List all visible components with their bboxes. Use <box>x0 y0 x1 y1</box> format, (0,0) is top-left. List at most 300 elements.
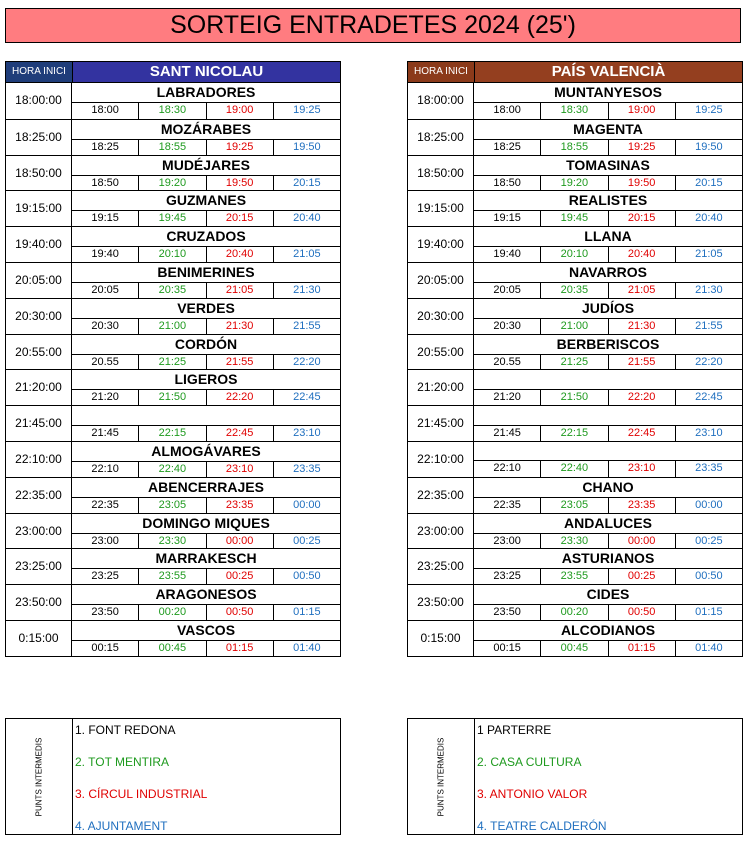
row-body <box>72 335 340 370</box>
checkpoint-times <box>474 246 742 262</box>
checkpoint-time-2: 20:35 <box>540 283 607 298</box>
checkpoint-time-3: 20:40 <box>608 247 675 262</box>
comparsa-name <box>474 406 742 424</box>
schedule-row <box>408 262 742 298</box>
start-time: 23:25:00 <box>6 549 72 584</box>
checkpoint-time-1: 22:35 <box>493 498 521 511</box>
checkpoint-time-3: 00:25 <box>206 569 273 584</box>
checkpoint-time-1: 20:30 <box>91 319 119 332</box>
checkpoint-time-3: 19:00 <box>608 103 675 119</box>
checkpoint-time-3: 21:55 <box>206 355 273 370</box>
checkpoint-times <box>474 460 742 476</box>
comparsa-name: DOMINGO MIQUES <box>142 514 270 531</box>
checkpoint-times <box>474 497 742 513</box>
checkpoint-time-4: 00:25 <box>675 534 742 549</box>
row-body <box>72 370 340 405</box>
start-time: 21:20:00 <box>408 370 474 405</box>
row-body <box>474 406 742 441</box>
legend-label: PUNTS INTERMEDIS <box>34 737 44 816</box>
checkpoint-time-3: 22:20 <box>608 390 675 405</box>
comparsa-name: MARRAKESCH <box>155 550 257 567</box>
checkpoint-time-1: 18:00 <box>493 104 521 116</box>
start-time: 23:00:00 <box>6 514 72 549</box>
checkpoint-time-1: 19:15 <box>91 212 119 225</box>
checkpoint-time-2: 19:45 <box>138 211 205 226</box>
checkpoint-time-1: 18:25 <box>91 140 119 153</box>
checkpoint-time-4: 23:10 <box>273 426 340 441</box>
checkpoint-time-2: 23:30 <box>138 534 205 549</box>
start-time: 20:30:00 <box>408 299 474 334</box>
comparsa-name: ALMOGÁVARES <box>151 442 261 459</box>
start-time: 20:55:00 <box>408 335 474 370</box>
checkpoint-time-3: 20:40 <box>206 247 273 262</box>
checkpoint-times <box>72 354 340 370</box>
checkpoint-times <box>474 102 742 119</box>
start-time: 21:20:00 <box>6 370 72 405</box>
checkpoint-time-1: 18:00 <box>91 104 119 116</box>
start-time: 21:45:00 <box>408 406 474 441</box>
comparsa-name: LABRADORES <box>156 84 256 100</box>
row-body <box>72 585 340 620</box>
checkpoint-time-1: 00:15 <box>493 641 521 654</box>
checkpoint-time-3: 23:35 <box>608 498 675 513</box>
schedule-row <box>408 119 742 155</box>
comparsa-name: ASTURIANOS <box>561 550 655 567</box>
row-body <box>72 227 340 262</box>
start-time: 22:10:00 <box>408 442 474 477</box>
legend-item-2: 2. CASA CULTURA <box>477 755 582 769</box>
checkpoint-time-2: 22:40 <box>138 462 205 477</box>
legend-item-1: 1 PARTERRE <box>477 723 552 737</box>
checkpoint-time-2: 18:55 <box>540 140 607 155</box>
checkpoint-time-3: 21:05 <box>206 283 273 298</box>
legend-items <box>73 719 340 834</box>
checkpoint-time-1: 00:15 <box>91 641 119 654</box>
comparsa-name: CORDÓN <box>174 335 238 352</box>
schedule-row <box>6 513 340 549</box>
comparsa-name <box>474 370 742 388</box>
start-time: 20:05:00 <box>6 263 72 298</box>
checkpoint-time-3: 23:35 <box>206 498 273 513</box>
checkpoint-time-2: 00:20 <box>138 605 205 620</box>
checkpoint-time-2: 23:05 <box>138 498 205 513</box>
comparsa-name: MUNTANYESOS <box>554 84 662 100</box>
checkpoint-time-1: 21:20 <box>493 390 521 403</box>
checkpoint-time-4: 23:10 <box>675 426 742 441</box>
panel-header <box>407 61 743 83</box>
row-body <box>474 442 742 477</box>
comparsa-name: CRUZADOS <box>166 228 246 245</box>
row-body <box>72 83 340 119</box>
schedule-row <box>6 155 340 191</box>
row-body <box>474 156 742 191</box>
row-body <box>474 263 742 298</box>
checkpoint-times <box>72 246 340 262</box>
checkpoint-time-4: 20:15 <box>273 176 340 191</box>
schedule-row <box>408 226 742 262</box>
checkpoint-time-2: 00:45 <box>540 641 607 656</box>
start-time: 22:35:00 <box>6 478 72 513</box>
schedule-row <box>408 477 742 513</box>
checkpoint-time-2: 19:20 <box>540 176 607 191</box>
checkpoint-time-1: 22:10 <box>493 462 521 475</box>
comparsa-name: MOZÁRABES <box>160 120 252 137</box>
start-time: 18:25:00 <box>6 120 72 155</box>
checkpoint-time-2: 18:55 <box>138 140 205 155</box>
checkpoint-time-4: 23:35 <box>273 462 340 477</box>
schedule-rows <box>5 83 341 657</box>
checkpoint-time-4: 21:05 <box>273 247 340 262</box>
checkpoint-time-4: 01:15 <box>273 605 340 620</box>
start-time: 23:25:00 <box>408 549 474 584</box>
row-body <box>72 621 340 656</box>
row-body <box>474 585 742 620</box>
checkpoint-time-3: 19:50 <box>206 176 273 191</box>
schedule-row <box>6 548 340 584</box>
row-body <box>72 478 340 513</box>
row-body <box>72 299 340 334</box>
checkpoint-time-2: 20:10 <box>138 247 205 262</box>
row-body <box>474 191 742 226</box>
checkpoint-time-3: 00:25 <box>608 569 675 584</box>
checkpoint-times <box>72 282 340 298</box>
comparsa-name: ABENCERRAJES <box>148 478 264 495</box>
comparsa-name: ARAGONESOS <box>155 586 257 603</box>
comparsa-name: MAGENTA <box>573 120 643 137</box>
checkpoint-time-1: 22:35 <box>91 498 119 511</box>
panel-header <box>5 61 341 83</box>
checkpoint-time-1: 21:45 <box>493 426 521 439</box>
checkpoint-times <box>474 318 742 334</box>
checkpoint-times <box>474 389 742 405</box>
comparsa-name: LLANA <box>584 228 632 245</box>
checkpoint-time-1: 21:45 <box>91 426 119 439</box>
checkpoint-time-2: 18:30 <box>138 103 205 119</box>
comparsa-name: GUZMANES <box>165 192 247 209</box>
page-title: SORTEIG ENTRADETES 2024 (25') <box>5 8 741 43</box>
checkpoint-times <box>474 175 742 191</box>
checkpoint-time-4: 21:30 <box>675 283 742 298</box>
row-body <box>474 227 742 262</box>
row-body <box>474 120 742 155</box>
legend-items <box>475 719 742 834</box>
checkpoint-times <box>474 604 742 620</box>
row-body <box>474 370 742 405</box>
schedule-row <box>408 334 742 370</box>
checkpoint-time-4: 21:55 <box>273 319 340 334</box>
checkpoint-times <box>474 640 742 656</box>
checkpoint-time-1: 19:40 <box>91 248 119 261</box>
schedule-row <box>6 441 340 477</box>
panel-name: SANT NICOLAU <box>73 62 340 82</box>
comparsa-name: BERBERISCOS <box>556 335 660 352</box>
checkpoint-time-4: 00:50 <box>273 569 340 584</box>
schedule-row <box>408 83 742 119</box>
schedule-row <box>6 584 340 620</box>
start-time: 19:40:00 <box>6 227 72 262</box>
start-time: 18:50:00 <box>6 156 72 191</box>
checkpoint-time-2: 21:25 <box>138 355 205 370</box>
row-body <box>72 120 340 155</box>
start-time: 19:40:00 <box>408 227 474 262</box>
start-time: 22:10:00 <box>6 442 72 477</box>
checkpoint-time-3: 22:45 <box>608 426 675 441</box>
checkpoint-time-2: 22:15 <box>138 426 205 441</box>
checkpoint-times <box>72 102 340 119</box>
schedule-rows <box>407 83 743 657</box>
checkpoint-time-3: 00:00 <box>206 534 273 549</box>
checkpoint-time-1: 23:00 <box>91 534 119 547</box>
schedule-row <box>408 548 742 584</box>
checkpoint-time-4: 00:25 <box>273 534 340 549</box>
checkpoint-time-1: 19:40 <box>493 248 521 261</box>
legend-label: PUNTS INTERMEDIS <box>436 737 446 816</box>
checkpoint-time-3: 00:50 <box>608 605 675 620</box>
hora-inici-header: HORA INICI <box>408 62 475 82</box>
schedule-row <box>6 262 340 298</box>
start-time: 18:50:00 <box>408 156 474 191</box>
comparsa-name: BENIMERINES <box>157 263 255 280</box>
schedule-row <box>6 620 340 656</box>
checkpoint-time-2: 21:00 <box>540 319 607 334</box>
checkpoint-times <box>72 318 340 334</box>
start-time: 18:25:00 <box>408 120 474 155</box>
checkpoint-times <box>474 568 742 584</box>
legend-item-3: 3. CÍRCUL INDUSTRIAL <box>75 787 208 801</box>
legend-item-4: 4. AJUNTAMENT <box>75 819 168 833</box>
row-body <box>72 191 340 226</box>
checkpoint-time-4: 20:40 <box>675 211 742 226</box>
row-body <box>474 478 742 513</box>
schedule-row <box>6 190 340 226</box>
checkpoint-time-1: 18:50 <box>493 176 521 189</box>
checkpoint-time-2: 20:35 <box>138 283 205 298</box>
legend-sant-nicolau <box>5 718 341 835</box>
checkpoint-time-4: 21:30 <box>273 283 340 298</box>
comparsa-name: CHANO <box>582 478 634 495</box>
checkpoint-times <box>72 461 340 477</box>
panel-name: PAÍS VALENCIÀ <box>475 62 742 82</box>
checkpoint-time-3: 23:10 <box>608 461 675 476</box>
checkpoint-time-4: 19:50 <box>273 140 340 155</box>
schedule-row <box>408 190 742 226</box>
checkpoint-time-4: 21:05 <box>675 247 742 262</box>
comparsa-name: VERDES <box>177 299 235 316</box>
schedule-row <box>6 477 340 513</box>
checkpoint-time-2: 23:55 <box>138 569 205 584</box>
schedule-row <box>408 369 742 405</box>
row-body <box>474 83 742 119</box>
row-body <box>72 549 340 584</box>
checkpoint-times <box>474 533 742 549</box>
schedule-row <box>6 369 340 405</box>
checkpoint-time-2: 23:30 <box>540 534 607 549</box>
checkpoint-time-2: 22:15 <box>540 426 607 441</box>
checkpoint-time-1: 18:50 <box>91 176 119 189</box>
checkpoint-time-3: 21:30 <box>608 319 675 334</box>
checkpoint-time-3: 22:20 <box>206 390 273 405</box>
checkpoint-time-2: 19:45 <box>540 211 607 226</box>
checkpoint-time-1: 21:20 <box>91 391 119 404</box>
checkpoint-time-3: 21:05 <box>608 283 675 298</box>
checkpoint-time-3: 19:50 <box>608 176 675 191</box>
comparsa-name: LIGEROS <box>174 371 238 388</box>
start-time: 19:15:00 <box>408 191 474 226</box>
checkpoint-time-2: 21:00 <box>138 319 205 334</box>
schedule-row <box>6 334 340 370</box>
checkpoint-time-4: 00:00 <box>273 498 340 513</box>
checkpoint-time-2: 23:55 <box>540 569 607 584</box>
checkpoint-time-2: 00:20 <box>540 605 607 620</box>
checkpoint-times <box>72 210 340 226</box>
checkpoint-time-2: 21:50 <box>138 390 205 405</box>
comparsa-name: MUDÉJARES <box>162 156 250 173</box>
checkpoint-time-4: 20:40 <box>273 211 340 226</box>
schedule-row <box>408 298 742 334</box>
checkpoint-times <box>72 425 340 441</box>
row-body <box>474 299 742 334</box>
checkpoint-time-4: 20:15 <box>675 176 742 191</box>
checkpoint-time-4: 00:00 <box>675 498 742 513</box>
checkpoint-time-4: 23:35 <box>675 461 742 476</box>
checkpoint-time-1: 20:05 <box>91 283 119 296</box>
checkpoint-time-4: 19:25 <box>273 103 340 119</box>
checkpoint-time-1: 23:00 <box>493 534 521 547</box>
legend-item-1: 1. FONT REDONA <box>75 723 176 737</box>
checkpoint-time-2: 00:45 <box>138 641 205 656</box>
checkpoint-times <box>474 210 742 226</box>
checkpoint-time-3: 21:30 <box>206 319 273 334</box>
panel-pais-valencia <box>407 61 743 657</box>
schedule-row <box>408 441 742 477</box>
checkpoint-time-2: 21:50 <box>540 390 607 405</box>
checkpoint-time-3: 21:55 <box>608 355 675 370</box>
checkpoint-time-4: 00:50 <box>675 569 742 584</box>
checkpoint-time-4: 01:40 <box>675 641 742 656</box>
checkpoint-time-1: 23:25 <box>493 570 521 583</box>
checkpoint-times <box>474 354 742 370</box>
start-time: 21:45:00 <box>6 406 72 441</box>
legend-label-cell <box>408 719 475 834</box>
schedule-row <box>408 155 742 191</box>
comparsa-name: ALCODIANOS <box>560 621 656 638</box>
schedule-row <box>6 405 340 441</box>
start-time: 20:30:00 <box>6 299 72 334</box>
checkpoint-time-2: 20:10 <box>540 247 607 262</box>
checkpoint-time-3: 19:00 <box>206 103 273 119</box>
checkpoint-times <box>72 389 340 405</box>
comparsa-name: JUDÍOS <box>581 299 635 316</box>
checkpoint-time-1: 23:25 <box>91 570 119 583</box>
start-time: 23:50:00 <box>408 585 474 620</box>
checkpoint-time-3: 23:10 <box>206 462 273 477</box>
checkpoint-time-2: 18:30 <box>540 103 607 119</box>
row-body <box>72 156 340 191</box>
row-body <box>474 514 742 549</box>
schedule-row <box>408 405 742 441</box>
comparsa-name: VASCOS <box>176 621 236 638</box>
checkpoint-time-1: 20:05 <box>493 283 521 296</box>
start-time: 23:50:00 <box>6 585 72 620</box>
checkpoint-time-3: 01:15 <box>206 641 273 656</box>
row-body <box>72 514 340 549</box>
legend-pais-valencia <box>407 718 743 835</box>
checkpoint-time-1: 20.55 <box>493 355 521 368</box>
start-time: 20:05:00 <box>408 263 474 298</box>
schedule-row <box>6 298 340 334</box>
row-body <box>474 621 742 656</box>
checkpoint-time-1: 22:10 <box>91 462 119 475</box>
start-time: 18:00:00 <box>408 83 474 119</box>
checkpoint-times <box>474 282 742 298</box>
checkpoint-time-1: 23:50 <box>91 606 119 619</box>
legend-label-cell <box>6 719 73 834</box>
checkpoint-time-3: 01:15 <box>608 641 675 656</box>
checkpoint-time-2: 21:25 <box>540 355 607 370</box>
checkpoint-time-3: 20:15 <box>608 211 675 226</box>
checkpoint-time-3: 20:15 <box>206 211 273 226</box>
row-body <box>474 335 742 370</box>
start-time: 19:15:00 <box>6 191 72 226</box>
checkpoint-times <box>72 604 340 620</box>
checkpoint-time-3: 19:25 <box>608 140 675 155</box>
checkpoint-time-4: 01:40 <box>273 641 340 656</box>
row-body <box>72 263 340 298</box>
checkpoint-times <box>72 175 340 191</box>
checkpoint-time-2: 19:20 <box>138 176 205 191</box>
start-time: 0:15:00 <box>6 621 72 656</box>
checkpoint-time-2: 23:05 <box>540 498 607 513</box>
comparsa-name: REALISTES <box>568 192 648 209</box>
checkpoint-times <box>474 139 742 155</box>
row-body <box>474 549 742 584</box>
checkpoint-time-4: 19:25 <box>675 103 742 119</box>
row-body <box>72 442 340 477</box>
checkpoint-time-4: 22:20 <box>273 355 340 370</box>
comparsa-name <box>474 442 742 460</box>
checkpoint-times <box>72 568 340 584</box>
comparsa-name: TOMASINAS <box>566 156 650 173</box>
schedule-row <box>408 584 742 620</box>
checkpoint-times <box>72 533 340 549</box>
checkpoint-time-4: 22:45 <box>273 390 340 405</box>
checkpoint-time-3: 00:00 <box>608 534 675 549</box>
legend-item-3: 3. ANTONIO VALOR <box>477 787 588 801</box>
checkpoint-time-1: 20:30 <box>493 319 521 332</box>
hora-inici-header: HORA INICI <box>6 62 73 82</box>
checkpoint-times <box>72 139 340 155</box>
checkpoint-time-3: 22:45 <box>206 426 273 441</box>
legend-item-2: 2. TOT MENTIRA <box>75 755 170 769</box>
panel-sant-nicolau <box>5 61 341 657</box>
comparsa-name <box>72 406 340 424</box>
checkpoint-time-4: 22:20 <box>675 355 742 370</box>
start-time: 0:15:00 <box>408 621 474 656</box>
checkpoint-times <box>72 640 340 656</box>
checkpoint-time-1: 20.55 <box>91 355 119 368</box>
checkpoint-time-4: 21:55 <box>675 319 742 334</box>
start-time: 18:00:00 <box>6 83 72 119</box>
checkpoint-time-4: 19:50 <box>675 140 742 155</box>
start-time: 22:35:00 <box>408 478 474 513</box>
schedule-row <box>6 83 340 119</box>
checkpoint-time-4: 01:15 <box>675 605 742 620</box>
schedule-row <box>6 119 340 155</box>
checkpoint-times <box>72 497 340 513</box>
checkpoint-times <box>474 425 742 441</box>
comparsa-name: NAVARROS <box>568 263 648 280</box>
start-time: 20:55:00 <box>6 335 72 370</box>
